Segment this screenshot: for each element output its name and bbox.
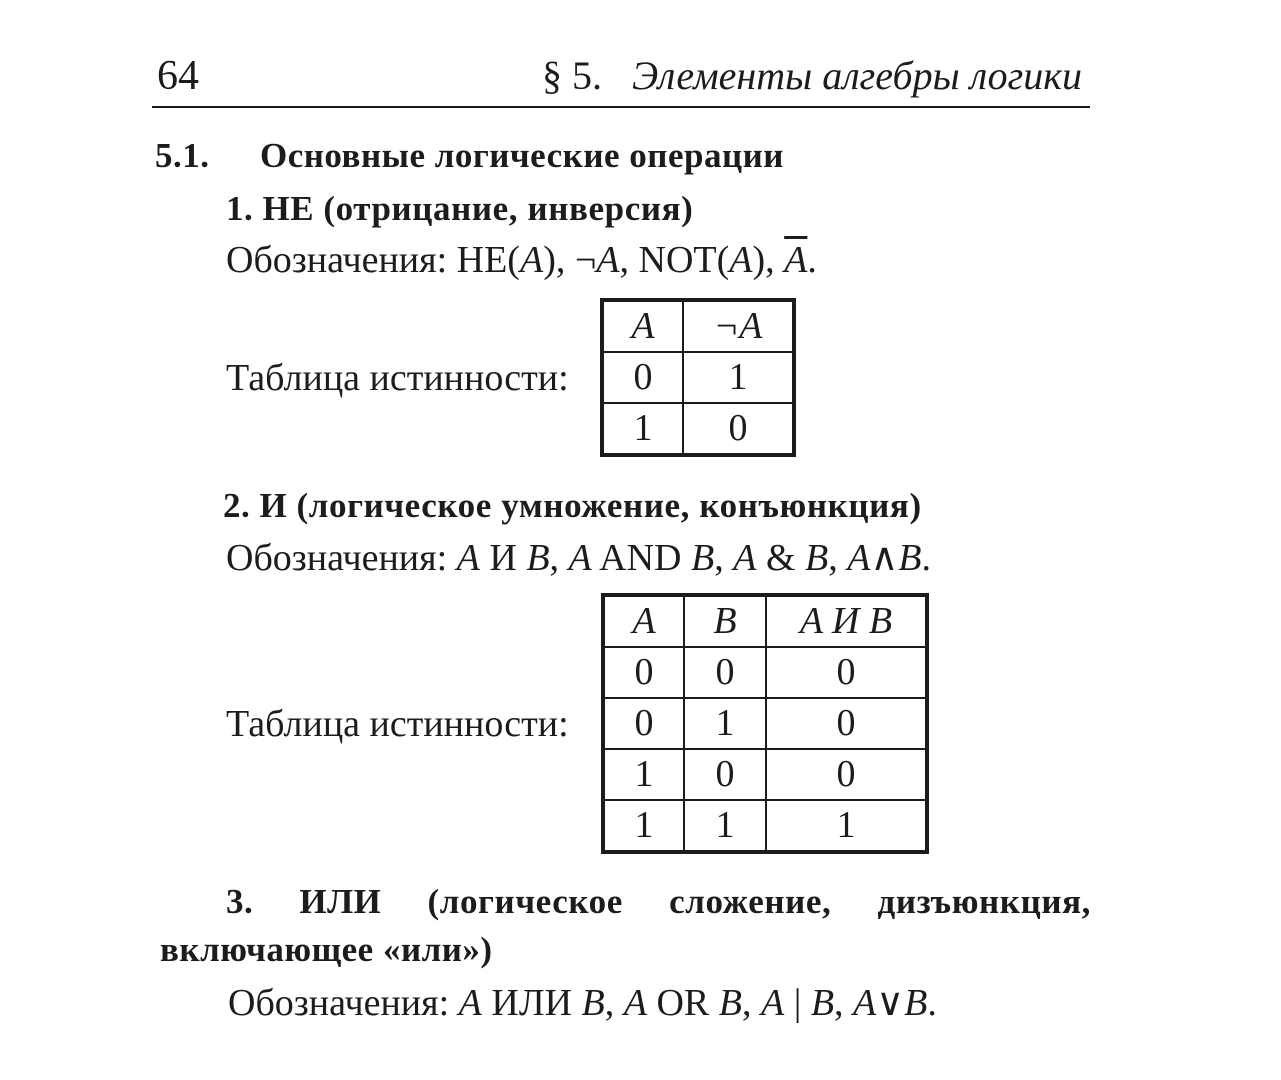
- table-cell: 0: [766, 749, 926, 800]
- notation-text: ∨: [876, 982, 905, 1024]
- table-header-row: [603, 301, 793, 352]
- notation-var: A: [853, 982, 877, 1024]
- section-number: 5.1.: [155, 136, 210, 175]
- notation-var: B: [581, 982, 605, 1024]
- op-heading-description: (логическое умножение, конъюнкция): [296, 486, 922, 525]
- chapter-title: Элементы алгебры логики: [632, 53, 1082, 98]
- table-cell: 0: [766, 698, 926, 749]
- notation-var: B: [810, 982, 835, 1024]
- notation-text: ,: [714, 537, 734, 579]
- op-heading-main: 3. ИЛИ: [226, 882, 382, 921]
- notation-text: ,: [604, 982, 624, 1024]
- notation-var: A: [733, 537, 757, 579]
- notation-var: A: [568, 537, 592, 579]
- notation-var: B: [898, 537, 922, 579]
- notation-text: ИЛИ: [481, 982, 582, 1024]
- notation-var: A: [456, 537, 480, 579]
- section-title: Основные логические операции: [260, 136, 784, 175]
- table-cell: 0: [683, 403, 793, 454]
- truth-table-caption-and: Таблица истинности:: [226, 703, 569, 745]
- table-cell: 1: [766, 800, 926, 851]
- notation-text: .: [927, 982, 937, 1024]
- op-heading-main: 2. И: [223, 486, 288, 525]
- notation-and: [226, 535, 931, 580]
- notation-text: ∧: [870, 537, 899, 579]
- table-row: [603, 352, 793, 403]
- op-heading-or-continued: включающее «или»): [160, 930, 493, 969]
- notation-expr: [459, 982, 937, 1024]
- table-cell: 1: [604, 749, 684, 800]
- notation-var: A: [623, 982, 647, 1024]
- table-cell: 0: [766, 647, 926, 698]
- notation-expr: [457, 537, 931, 579]
- table-cell: 1: [684, 698, 766, 749]
- table-cell: 1: [604, 800, 684, 851]
- table-header-row: [604, 596, 926, 647]
- table-cell: 1: [684, 800, 766, 851]
- table-cell: 0: [603, 352, 683, 403]
- section-sign: § 5.: [542, 53, 602, 98]
- notation-var: A: [729, 239, 753, 281]
- notation-text: ), ¬: [543, 239, 597, 281]
- table-cell: 1: [683, 352, 793, 403]
- notation-var: A: [596, 239, 620, 281]
- table-row: [604, 800, 926, 851]
- notation-var-overline: $\overline{A}$: [784, 239, 808, 281]
- notation-var: A: [847, 537, 871, 579]
- truth-table-not: [602, 300, 794, 455]
- table-header-cell: ¬A: [683, 301, 793, 352]
- notation-text: &: [756, 537, 805, 579]
- section-heading: [155, 136, 784, 176]
- notation-label: Обозначения:: [226, 537, 448, 579]
- notation-text: ,: [828, 537, 848, 579]
- truth-table-caption-not: Таблица истинности:: [226, 357, 569, 399]
- notation-var: A: [458, 982, 482, 1024]
- notation-var: B: [526, 537, 550, 579]
- table-row: [604, 749, 926, 800]
- notation-text: НЕ(: [456, 239, 520, 281]
- notation-text: ,: [549, 537, 569, 579]
- notation-text: ,: [834, 982, 854, 1024]
- notation-var: A: [519, 239, 544, 281]
- op-heading-not: [226, 189, 693, 229]
- table-row: [603, 403, 793, 454]
- table-cell: 0: [604, 698, 684, 749]
- notation-or: [228, 980, 937, 1025]
- notation-text: ),: [752, 239, 785, 281]
- notation-text: ,: [742, 982, 761, 1024]
- notation-text: И: [479, 537, 527, 579]
- table-header-cell: B: [684, 596, 766, 647]
- notation-var: B: [718, 982, 742, 1024]
- notation-var: B: [691, 537, 715, 579]
- notation-var: B: [904, 982, 928, 1024]
- table-cell: 0: [684, 647, 766, 698]
- notation-expr: [457, 239, 817, 281]
- truth-table-and: [603, 595, 927, 852]
- op-heading-and: [223, 486, 922, 526]
- table-cell: 0: [684, 749, 766, 800]
- notation-label: Обозначения:: [228, 982, 450, 1024]
- table-header-cell: A: [604, 596, 684, 647]
- running-title: [542, 52, 1082, 99]
- table-header-cell: A И B: [766, 596, 926, 647]
- notation-var: B: [805, 537, 829, 579]
- op-heading-or: [226, 882, 1091, 922]
- op-heading-description: (отрицание, инверсия): [323, 189, 694, 228]
- table-cell: 1: [603, 403, 683, 454]
- notation-var: A: [761, 982, 785, 1024]
- notation-text: .: [807, 239, 817, 281]
- table-cell: 0: [604, 647, 684, 698]
- notation-text: AND: [591, 537, 691, 579]
- notation-text: |: [784, 982, 811, 1024]
- notation-text: OR: [646, 982, 719, 1024]
- page-number: 64: [157, 53, 199, 99]
- table-row: [604, 698, 926, 749]
- op-heading-description-line1: (логическое сложение, дизъюнкция,: [427, 882, 1091, 921]
- notation-text: .: [921, 537, 931, 579]
- op-heading-main: 1. НЕ: [226, 189, 315, 228]
- notation-not: [226, 238, 817, 282]
- table-row: [604, 647, 926, 698]
- table-header-cell: A: [603, 301, 683, 352]
- notation-label: Обозначения:: [226, 239, 448, 281]
- header-rule: [152, 106, 1090, 108]
- notation-text: , NOT(: [619, 239, 730, 281]
